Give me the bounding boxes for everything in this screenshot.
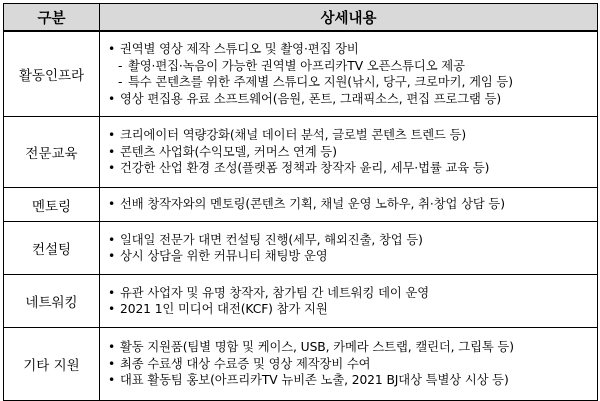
list-item: • 선배 창작자와의 멘토링(콘텐츠 기획, 채널 운영 노하우, 취·창업 상담 등) — [106, 196, 597, 213]
row-details — [100, 188, 598, 222]
header-details: 상세내용 — [100, 4, 598, 32]
row-category: 컨설팅 — [4, 222, 100, 275]
list-item: • 2021 1인 미디어 대전(KCF) 참가 지원 — [106, 301, 597, 318]
table-row — [4, 222, 598, 275]
header-category: 구분 — [4, 4, 100, 32]
table-row — [4, 275, 598, 328]
list-item: • 유관 사업자 및 유명 창작자, 참가팀 간 네트워킹 데이 운영 — [106, 285, 597, 302]
table-row — [4, 31, 598, 117]
row-category: 전문교육 — [4, 117, 100, 188]
row-category: 활동인프라 — [4, 31, 100, 117]
list-item: • 콘텐츠 사업화(수익모델, 커머스 연계 등) — [106, 144, 597, 161]
row-details — [100, 328, 598, 401]
row-category: 네트워킹 — [4, 275, 100, 328]
row-details — [100, 117, 598, 188]
row-details — [100, 31, 598, 117]
list-item: • 활동 지원품(팀별 명함 및 케이스, USB, 카메라 스트랩, 캘린더, 그립톡 등) — [106, 339, 597, 356]
list-item: • 대표 활동팀 홍보(아프리카TV 뉴비존 노출, 2021 BJ대상 특별상 시상 등) — [106, 372, 597, 389]
sub-list-item: - 특수 콘텐츠를 위한 주제별 스튜디오 지원(낚시, 당구, 크로마키, 게임 등) — [106, 74, 597, 91]
table-row — [4, 117, 598, 188]
list-item: • 상시 상담을 위한 커뮤니티 채팅방 운영 — [106, 248, 597, 265]
program-details-table — [3, 3, 598, 401]
row-category: 멘토링 — [4, 188, 100, 222]
table-row — [4, 328, 598, 401]
row-details — [100, 222, 598, 275]
list-item: • 최종 수료생 대상 수료증 및 영상 제작장비 수여 — [106, 356, 597, 373]
row-category: 기타 지원 — [4, 328, 100, 401]
list-item: • 건강한 산업 환경 조성(플랫폼 정책과 창작자 윤리, 세무·법률 교육 등) — [106, 160, 597, 177]
list-item: • 일대일 전문가 대면 컨설팅 진행(세무, 해외진출, 창업 등) — [106, 232, 597, 249]
list-item: • 권역별 영상 제작 스튜디오 및 촬영·편집 장비 — [106, 41, 597, 58]
sub-list-item: - 촬영·편집·녹음이 가능한 권역별 아프리카TV 오픈스튜디오 제공 — [106, 58, 597, 75]
list-item: • 크리에이터 역량강화(채널 데이터 분석, 글로벌 콘텐츠 트렌드 등) — [106, 127, 597, 144]
header-row — [4, 4, 598, 32]
list-item: • 영상 편집용 유료 소프트웨어(음원, 폰트, 그래픽소스, 편집 프로그램 등) — [106, 91, 597, 108]
row-details — [100, 275, 598, 328]
table-row — [4, 188, 598, 222]
